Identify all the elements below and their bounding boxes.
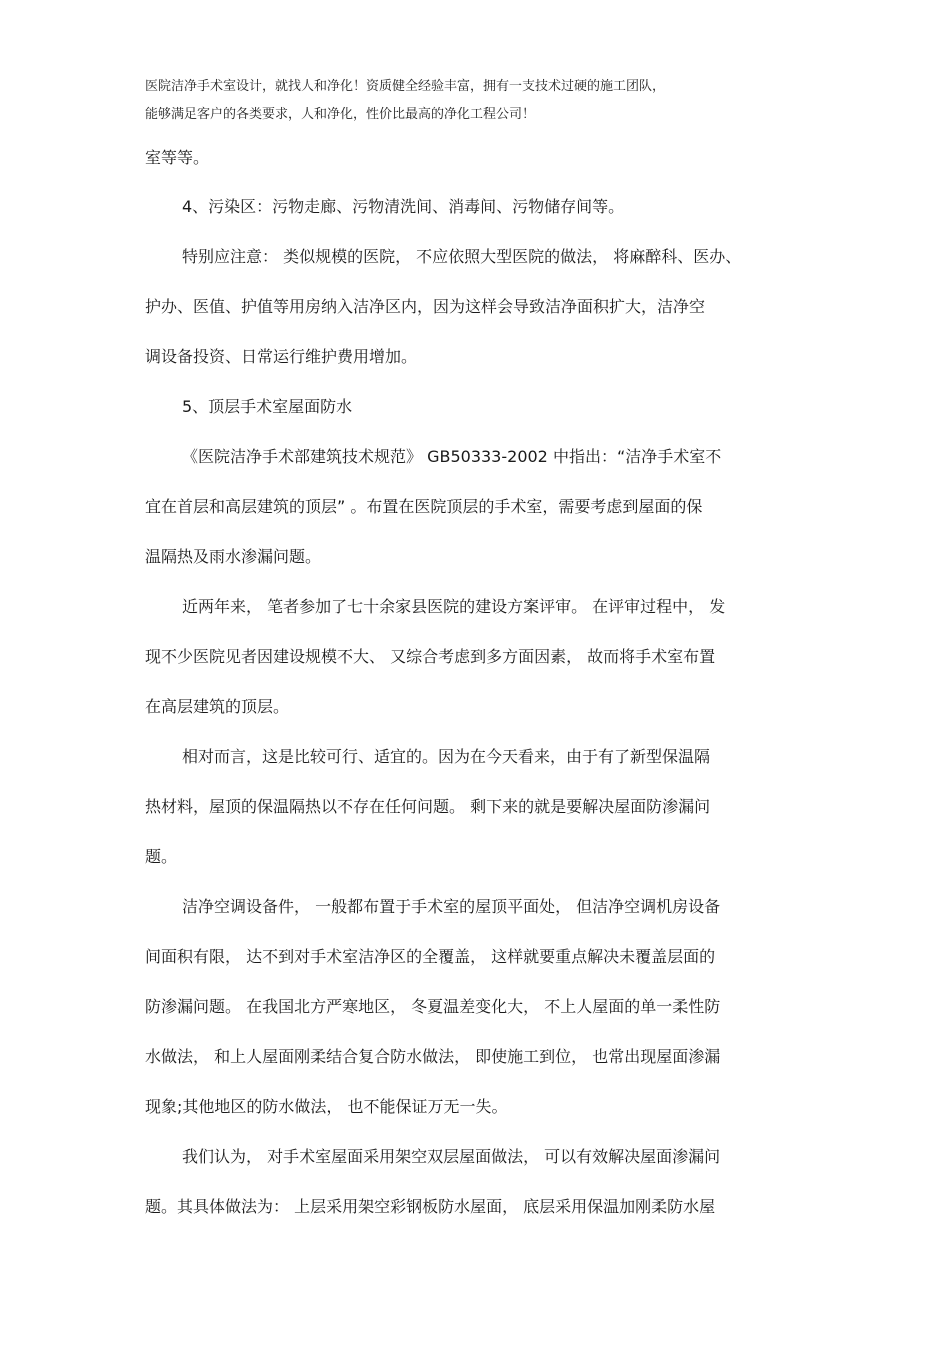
text-line: 间面积有限， 达不到对手术室洁净区的全覆盖， 这样就要重点解决未覆盖层面的 xyxy=(145,947,716,966)
text-line: 调设备投资、日常运行维护费用增加。 xyxy=(145,347,418,366)
text-line: 特别应注意： 类似规模的医院， 不应依照大型医院的做法， 将麻醉科、医办、 xyxy=(182,247,742,266)
text-line: 我们认为， 对手术室屋面采用架空双层屋面做法， 可以有效解决屋面渗漏问 xyxy=(182,1147,721,1166)
text-line: 4、污染区：污物走廊、污物清洗间、消毒间、污物储存间等。 xyxy=(182,197,625,216)
text-line: 《医院洁净手术部建筑技术规范》 GB50333-2002 中指出：“洁净手术室不 xyxy=(182,447,722,466)
text-line: 洁净空调设备件， 一般都布置于手术室的屋顶平面处， 但洁净空调机房设备 xyxy=(182,897,721,916)
text-line: 水做法， 和上人屋面刚柔结合复合防水做法， 即使施工到位， 也常出现屋面渗漏 xyxy=(145,1047,721,1066)
text-line: 宜在首层和高层建筑的顶层” 。布置在医院顶层的手术室，需要考虑到屋面的保 xyxy=(145,497,703,516)
text-line: 护办、医值、护值等用房纳入洁净区内，因为这样会导致洁净面积扩大，洁净空 xyxy=(145,297,706,316)
text-line: 防渗漏问题。 在我国北方严寒地区， 冬夏温差变化大， 不上人屋面的单一柔性防 xyxy=(145,997,721,1016)
text-line: 现象;其他地区的防水做法， 也不能保证万无一失。 xyxy=(145,1097,508,1116)
text-line: 温隔热及雨水渗漏问题。 xyxy=(145,547,322,566)
header-line-1: 医院洁净手术室设计，就找人和净化！资质健全经验丰富，拥有一支技术过硬的施工团队， xyxy=(145,79,666,94)
text-line: 热材料，屋顶的保温隔热以不存在任何问题。 剩下来的就是要解决屋面防渗漏问 xyxy=(145,797,711,816)
text-line: 在高层建筑的顶层。 xyxy=(145,697,290,716)
text-line: 现不少医院见者因建设规模不大、 又综合考虑到多方面因素， 故而将手术室布置 xyxy=(145,647,716,666)
text-line: 题。其具体做法为： 上层采用架空彩钢板防水屋面， 底层采用保温加刚柔防水屋 xyxy=(145,1197,716,1216)
text-line: 室等等。 xyxy=(145,148,210,167)
header-line-2: 能够满足客户的各类要求，人和净化，性价比最高的净化工程公司！ xyxy=(145,107,536,122)
text-line: 题。 xyxy=(145,847,178,866)
text-line: 近两年来， 笔者参加了七十余家县医院的建设方案评审。 在评审过程中， 发 xyxy=(182,597,726,616)
text-line: 相对而言，这是比较可行、适宜的。因为在今天看来，由于有了新型保温隔 xyxy=(182,747,711,766)
text-line: 5、顶层手术室屋面防水 xyxy=(182,397,353,416)
